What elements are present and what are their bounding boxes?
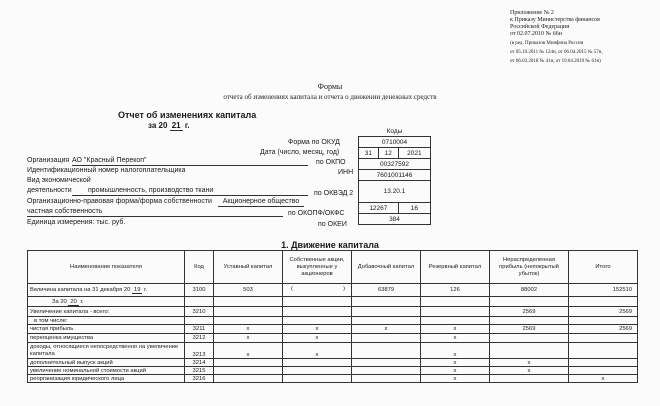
table-header-row xyxy=(28,251,638,284)
row-label: доходы, относящиеся непосредственно на увеличение капитала xyxy=(28,343,185,359)
cell xyxy=(283,367,352,375)
cell xyxy=(214,367,283,375)
cell xyxy=(421,317,490,325)
row-label-suffix: г. xyxy=(144,287,148,293)
cell-total: 2569 xyxy=(569,325,638,334)
cell-charter-capital: x xyxy=(214,334,283,343)
cell xyxy=(283,375,352,383)
table-row xyxy=(28,284,638,297)
section-title: 1. Движение капитала xyxy=(281,240,379,250)
cell-charter-capital: x xyxy=(214,343,283,359)
cell xyxy=(283,297,352,307)
okei-value: 384 xyxy=(359,214,431,225)
codes-box xyxy=(358,126,431,225)
cell-reserve-capital: x xyxy=(421,343,490,359)
cell-total: 152510 xyxy=(569,284,638,297)
cell-total: x xyxy=(569,375,638,383)
cell-reserve-capital: x xyxy=(421,334,490,343)
row-label: переоценка имущества xyxy=(28,334,185,343)
row-label: дополнительный выпуск акций xyxy=(28,359,185,367)
row-code: 3210 xyxy=(185,307,214,317)
cell-own-shares: x xyxy=(283,343,352,359)
cell xyxy=(352,375,421,383)
cell xyxy=(352,367,421,375)
okei-label: по ОКЕИ xyxy=(318,221,347,228)
row-label-year: 19 xyxy=(134,287,141,293)
cell xyxy=(569,317,638,325)
header-charter-capital: Уставный капитал xyxy=(214,251,283,284)
date-label: Дата (число, месяц, год) xyxy=(260,149,340,156)
appendix-line: от 05.10.2011 № 124н, от 06.04.2015 № 57н, xyxy=(510,50,603,55)
cell xyxy=(569,367,638,375)
table-row xyxy=(28,325,638,334)
okved-label: по ОКВЭД 2 xyxy=(314,190,354,197)
appendix-line: к Приказу Министерства финансов xyxy=(510,17,600,23)
okud-label: Форма по ОКУД xyxy=(288,139,340,146)
inn-value: 7601001146 xyxy=(359,170,431,181)
appendix-line: Приложение № 2 xyxy=(510,10,554,16)
row-code: 3211 xyxy=(185,325,214,334)
forms-subheading: отчета об изменениях капитала и отчета о движении денежных средств xyxy=(223,93,437,101)
activity-value: промышленность, производство ткани xyxy=(72,187,308,196)
table-row xyxy=(28,334,638,343)
header-total: Итого xyxy=(569,251,638,284)
header-indicator: Наименование показателя xyxy=(28,251,185,284)
row-code: 3215 xyxy=(185,367,214,375)
codes-header: Коды xyxy=(386,127,403,135)
cell-charter-capital: x xyxy=(214,325,283,334)
cell-reserve-capital: x xyxy=(421,325,490,334)
row-code: 3213 xyxy=(185,343,214,359)
cell xyxy=(352,317,421,325)
cell xyxy=(214,375,283,383)
activity-label-2: деятельности xyxy=(27,187,72,194)
appendix-note xyxy=(510,10,603,65)
cell xyxy=(352,297,421,307)
cell xyxy=(352,334,421,343)
row-label: увеличение номинальной стоимости акций xyxy=(28,367,185,375)
cell-own-shares: x xyxy=(283,325,352,334)
cell-retained-earnings: x xyxy=(490,367,569,375)
row-code: 3214 xyxy=(185,359,214,367)
cell xyxy=(421,297,490,307)
date-month: 12 xyxy=(378,148,398,159)
cell-reserve-capital: 126 xyxy=(421,284,490,297)
table-row xyxy=(28,307,638,317)
cell xyxy=(352,359,421,367)
table-row xyxy=(28,297,638,307)
period-suffix: г. xyxy=(184,121,190,130)
row-label-year: 20 xyxy=(70,298,77,305)
cell xyxy=(214,317,283,325)
org-name: АО "Красный Перекоп" xyxy=(72,157,308,166)
cell-additional-capital: 63879 xyxy=(352,284,421,297)
paren-close: ) xyxy=(343,286,345,292)
period-prefix: за 20 xyxy=(148,121,168,130)
legal-form-value: Акционерное общество xyxy=(218,198,304,207)
appendix-line: от 06.03.2018 № 41н, от 19.04.2019 № 61н) xyxy=(510,59,601,64)
row-code: 3100 xyxy=(185,284,214,297)
cell xyxy=(569,359,638,367)
row-label: Увеличение капитала - всего: xyxy=(28,307,185,317)
paren-open: ( xyxy=(291,286,293,292)
row-label xyxy=(28,284,185,297)
inn-label: Идентификационный номер налогоплательщика xyxy=(27,167,186,174)
cell-additional-capital: x xyxy=(352,325,421,334)
header-retained-earnings: Нераспределенная прибыль (непокрытый убыток) xyxy=(490,251,569,284)
report-period xyxy=(148,121,190,130)
cell xyxy=(490,334,569,343)
cell-own-shares: x xyxy=(283,334,352,343)
table-row xyxy=(28,359,638,367)
cell-total: 2569 xyxy=(569,307,638,317)
okud-value: 0710004 xyxy=(359,137,431,148)
cell xyxy=(490,317,569,325)
cell xyxy=(214,359,283,367)
okpo-value: 00327592 xyxy=(359,159,431,170)
row-code xyxy=(185,317,214,325)
okved-value: 13.20.1 xyxy=(359,181,431,203)
cell-own-shares xyxy=(283,284,352,297)
header-reserve-capital: Резервный капитал xyxy=(421,251,490,284)
okopf-label: по ОКОПФ/ОКФС xyxy=(288,210,345,217)
row-label: реорганизация юридического лица xyxy=(28,375,185,383)
date-day: 31 xyxy=(359,148,379,159)
cell xyxy=(490,297,569,307)
cell xyxy=(214,307,283,317)
table-row xyxy=(28,375,638,383)
cell-reserve-capital: x xyxy=(421,367,490,375)
table-row xyxy=(28,343,638,359)
appendix-line: от 02.07.2010 № 66н xyxy=(510,31,562,37)
okopf-value: 12267 xyxy=(359,203,399,214)
cell xyxy=(352,307,421,317)
cell xyxy=(569,343,638,359)
row-label-text: За 20 xyxy=(52,298,67,305)
row-code: 3212 xyxy=(185,334,214,343)
row-label xyxy=(28,297,185,307)
cell xyxy=(283,307,352,317)
report-title: Отчет об изменениях капитала xyxy=(118,110,257,120)
cell xyxy=(352,343,421,359)
cell-reserve-capital: x xyxy=(421,375,490,383)
row-label-suffix: г. xyxy=(80,298,84,305)
cell xyxy=(490,375,569,383)
cell-retained-earnings: x xyxy=(490,359,569,367)
header-additional-capital: Добавочный капитал xyxy=(352,251,421,284)
cell-retained-earnings: 2569 xyxy=(490,307,569,317)
row-label-text: Величина капитала на 31 декабря 20 xyxy=(30,287,131,293)
table-row xyxy=(28,367,638,375)
activity-label-1: Вид экономической xyxy=(27,177,91,184)
unit-label: Единица измерения: тыс. руб. xyxy=(27,219,126,226)
cell-retained-earnings: 2569 xyxy=(490,325,569,334)
cell xyxy=(283,359,352,367)
appendix-line: Российской Федерации xyxy=(510,24,570,30)
legal-form-label-2: частная собственность xyxy=(27,208,283,217)
header-own-shares: Собственные акции, выкупленные у акционеров xyxy=(283,251,352,284)
cell xyxy=(569,334,638,343)
row-code xyxy=(185,297,214,307)
table-row xyxy=(28,317,638,325)
period-year: 21 xyxy=(171,121,181,130)
cell xyxy=(283,317,352,325)
row-code: 3216 xyxy=(185,375,214,383)
cell-reserve-capital: x xyxy=(421,359,490,367)
cell xyxy=(421,307,490,317)
okfs-value: 16 xyxy=(398,203,430,214)
cell-charter-capital: 503 xyxy=(214,284,283,297)
inn-code-label: ИНН xyxy=(338,169,354,176)
header-code: Код xyxy=(185,251,214,284)
row-label: чистая прибыль xyxy=(28,325,185,334)
okpo-label: по ОКПО xyxy=(316,159,346,166)
org-label: Организация xyxy=(27,157,70,164)
cell xyxy=(490,343,569,359)
forms-heading: Формы xyxy=(317,82,343,91)
legal-form-label-1: Организационно-правовая форма/форма собственности xyxy=(27,198,212,205)
row-label: в том числе: xyxy=(28,317,185,325)
capital-movement-table xyxy=(27,250,638,383)
cell xyxy=(569,297,638,307)
cell xyxy=(214,297,283,307)
appendix-line: (в ред. Приказов Минфина России xyxy=(510,41,584,46)
date-year: 2021 xyxy=(398,148,430,159)
cell-retained-earnings: 88002 xyxy=(490,284,569,297)
